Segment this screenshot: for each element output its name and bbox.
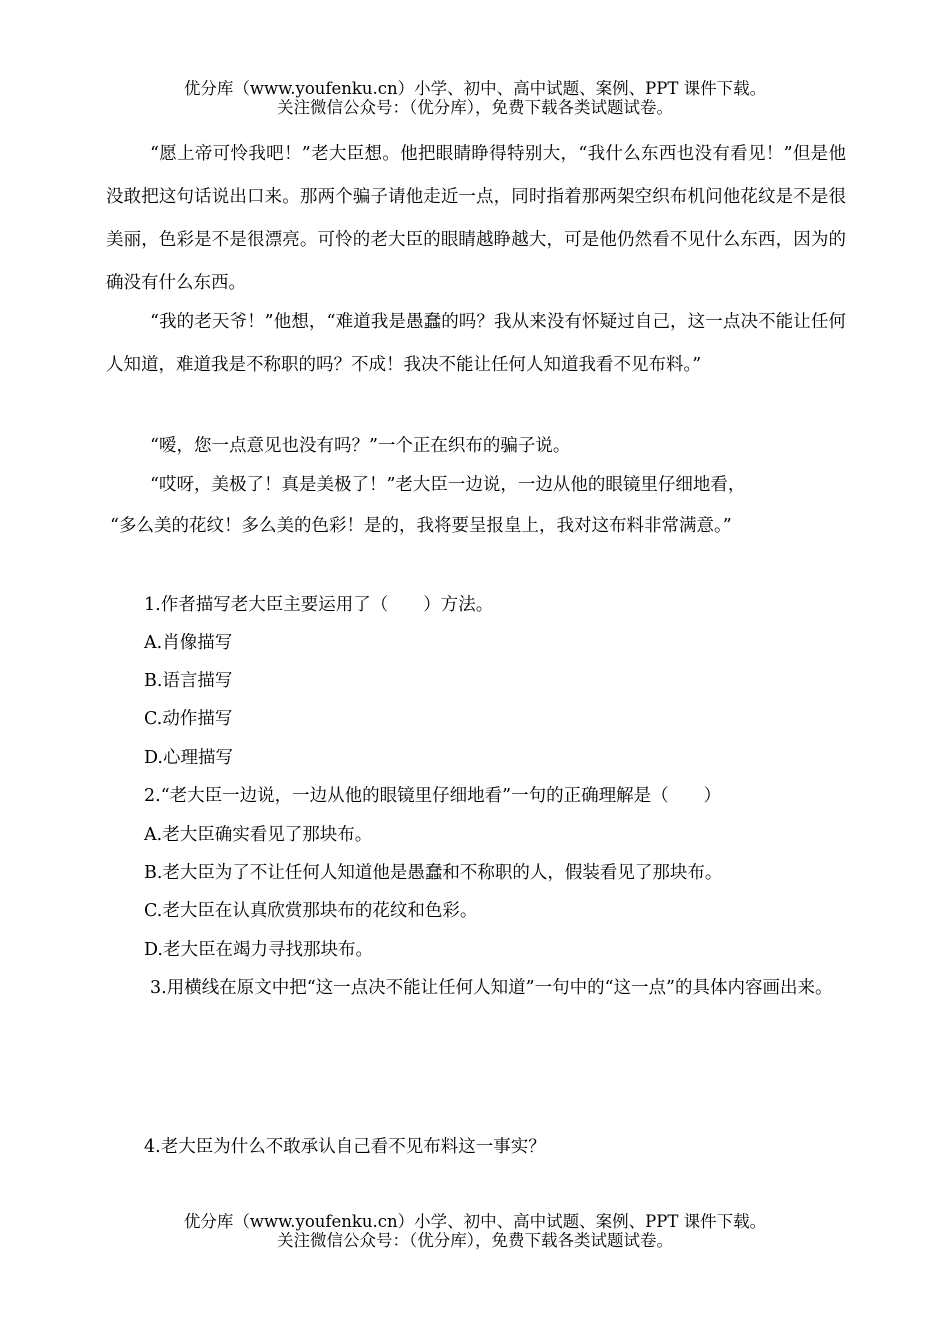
- question-2-option-d: D.老大臣在竭力寻找那块布。: [144, 940, 373, 960]
- question-1-option-d: D.心理描写: [144, 748, 233, 768]
- question-2-option-c: C.老大臣在认真欣赏那块布的花纹和色彩。: [144, 901, 478, 921]
- question-1: 1.作者描写老大臣主要运用了（ ）方法。: [144, 595, 494, 615]
- passage-paragraph-2: “我的老天爷！”他想，“难道我是愚蠢的吗？我从来没有怀疑过自己，这一点决不能让任何人知道，难道我是不称职的吗？不成！我决不能让任何人知道我看不见布料。”: [106, 312, 846, 375]
- passage-paragraph-4-line-1: “哎呀，美极了！真是美极了！”老大臣一边说，一边从他的眼镜里仔细地看，: [150, 475, 746, 495]
- question-1-option-b: B.语言描写: [144, 671, 233, 691]
- question-2: 2.“老大臣一边说，一边从他的眼镜里仔细地看”一句的正确理解是（ ）: [144, 786, 722, 806]
- footer-banner: [0, 1212, 950, 1250]
- question-2-option-a: A.老大臣确实看见了那块布。: [144, 825, 373, 845]
- footer-line-2: 关注微信公众号：（优分库），免费下载各类试题试卷。: [277, 1231, 673, 1250]
- question-1-option-c: C.动作描写: [144, 709, 233, 729]
- passage-paragraph-4-line-2: “多么美的花纹！多么美的色彩！是的，我将要呈报皇上，我对这布料非常满意。”: [110, 516, 732, 536]
- header-line-2: 关注微信公众号：（优分库），免费下载各类试题试卷。: [277, 98, 673, 117]
- footer-line-1: 优分库（www.youfenku.cn）小学、初中、高中试题、案例、PPT 课件下载。: [183, 1212, 767, 1231]
- question-1-option-a: A.肖像描写: [144, 633, 233, 653]
- header-banner: [0, 79, 950, 117]
- question-3: 3.用横线在原文中把“这一点决不能让任何人知道”一句中的“这一点”的具体内容画出来。: [150, 978, 833, 998]
- passage-paragraph-3: “嗳，您一点意见也没有吗？”一个正在织布的骗子说。: [150, 436, 571, 456]
- question-4: 4.老大臣为什么不敢承认自己看不见布料这一事实？: [144, 1137, 546, 1157]
- question-2-option-b: B.老大臣为了不让任何人知道他是愚蠢和不称职的人，假装看见了那块布。: [144, 863, 723, 883]
- passage-paragraph-1: “愿上帝可怜我吧！”老大臣想。他把眼睛睁得特别大，“我什么东西也没有看见！”但是他没敢把这句话说出口来。那两个骗子请他走近一点，同时指着那两架空织布机问他花纹是不是很美丽，色彩是不是很漂亮。可怜的老大臣的眼睛越睁越大，可是他仍然看不见什么东西，因为的确没有什么东西。: [106, 144, 846, 293]
- header-line-1: 优分库（www.youfenku.cn）小学、初中、高中试题、案例、PPT 课件下载。: [183, 79, 767, 98]
